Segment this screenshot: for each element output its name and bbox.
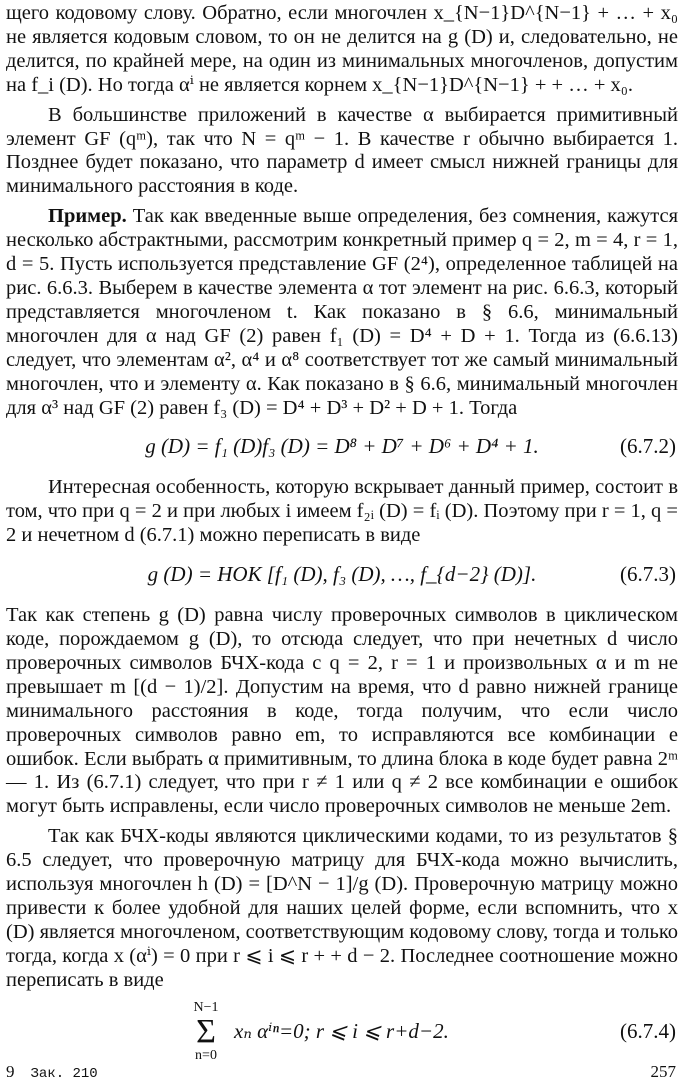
printer-signature [6, 1062, 98, 1082]
page-content [6, 2, 678, 1071]
paragraph-2: В большинстве приложений в качестве α выбирается примитивный элемент GF (qᵐ), так что N = qᵐ − 1. В качестве r обычно выбирается 1. Позднее будет показано, что параметр d имеет смысл нижней границы для минимального расстояния в коде. [6, 103, 678, 198]
equation-number: (6.7.2) [620, 434, 676, 459]
signature-number: 9 [6, 1062, 15, 1081]
sum-lower-limit: n=0 [195, 1047, 217, 1063]
equation-body: g (D) = f₁ (D)f₃ (D) = D⁸ + D⁷ + D⁶ + D⁴ + 1. [145, 434, 539, 459]
paragraph-3 [6, 205, 678, 420]
equation-6-7-3 [6, 548, 678, 604]
equation-body: g (D) = НОК [f₁ (D), f₃ (D), …, f_{d−2} (D)]. [147, 562, 537, 587]
example-text: Так как введенные выше определения, без сомнения, кажутся несколько абстрактными, рассмотрим конкретный пример q = 2, m = 4, r = 1, d = 5. Пусть используется представление GF (2⁴), определенное таблицей на рис. 6.6.3. Выберем в качестве элемента α тот элемент на рис. 6.6.3, который представляется многочленом t. Как показано в § 6.6, минимальный многочлен для α над GF (2) равен f₁ (D) = D⁴ + D + 1. Тогда из (6.6.13) следует, что элементам α², α⁴ и α⁸ соответствует тот же самый минимальный многочлен, что и элементу α. Как показано в § 6.6, минимальный многочлен для α³ над GF (2) равен f₃ (D) = D⁴ + D³ + D² + D + 1. Тогда [6, 205, 679, 419]
paragraph-1: щего кодовому слову. Обратно, если многочлен x_{N−1}D^{N−1} + … + x₀ не является кодовым словом, то он не делится на g (D) и, следовательно, не делится, по крайней мере, на один из минимальных многочленов, допустим на f_i (D). Но тогда αⁱ не является корнем x_{N−1}D^{N−1} + + … + x₀. [6, 2, 678, 96]
signature-text: Зак. 210 [30, 1066, 98, 1082]
paragraph-6: Так как БЧХ-коды являются циклическими кодами, то из результатов § 6.5 следует, что проверочную матрицу для БЧХ-кода можно вычислить, используя многочлен h (D) = [D^N − 1]/g (D). Проверочную матрицу можно привести к более удобной для наших целей форме, если вспомнить, что x (D) является многочленом, соответствующим кодовому слову, тогда и только тогда, когда x (αⁱ) = 0 при r ⩽ i ⩽ r + + d − 2. Последнее соотношение можно переписать в виде [6, 825, 678, 991]
equation-number: (6.7.3) [620, 562, 676, 587]
page-number: 257 [650, 1062, 676, 1081]
sum-upper-limit: N−1 [193, 999, 219, 1015]
equation-6-7-2 [6, 420, 678, 476]
paragraph-4: Интересная особенность, которую вскрывает данный пример, состоит в том, что при q = 2 и при любых i имеем f₂ᵢ (D) = fᵢ (D). Поэтому при r = 1, q = 2 и нечетном d (6.7.1) можно переписать в виде [6, 476, 678, 547]
equation-6-7-4 [6, 993, 678, 1071]
example-lead: Пример. [48, 205, 127, 228]
equation-number: (6.7.4) [620, 1018, 676, 1043]
summation-symbol [186, 1001, 226, 1063]
paragraph-5: Так как степень g (D) равна числу проверочных символов в циклическом коде, порождаемом g (D), то отсюда следует, что при нечетных d число проверочных символов БЧХ-кода с q = 2, r = 1 и произвольных α и m не превышает m [(d − 1)/2]. Допустим на время, что d равно нижней границе минимального расстояния в коде, тогда получим, что если число проверочных символов равно em, то исправляются все комбинации e ошибок. Если выбрать α примитивным, то длина блока в коде будет равна 2ᵐ — 1. Из (6.7.1) следует, что при r ≠ 1 или q ≠ 2 все комбинации e ошибок могут быть исправлены, если число проверочных символов не меньше 2em. [6, 604, 678, 818]
equation-body: xₙ αⁱⁿ=0; r ⩽ i ⩽ r+d−2. [234, 1018, 449, 1043]
sigma-glyph: Σ [196, 1012, 216, 1050]
